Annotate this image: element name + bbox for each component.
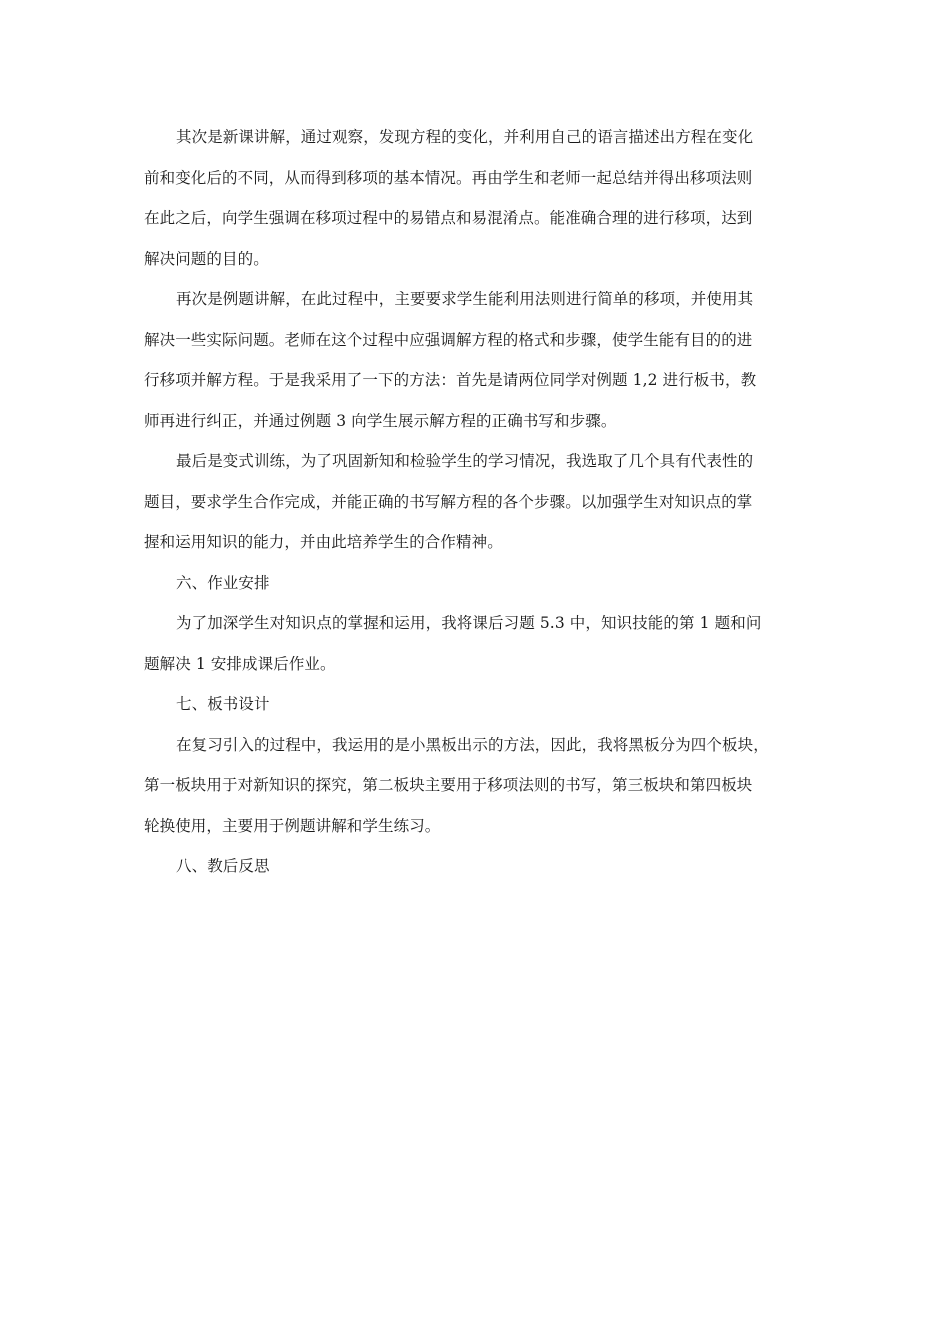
paragraph-line: 第一板块用于对新知识的探究，第二板块主要用于移项法则的书写，第三板块和第四板块 (144, 776, 753, 794)
paragraph-line: 题目，要求学生合作完成，并能正确的书写解方程的各个步骤。以加强学生对知识点的掌 (144, 492, 753, 511)
paragraph-line: 师再进行纠正，并通过例题 3 向学生展示解方程的正确书写和步骤。 (144, 411, 617, 430)
paragraph-line: 最后是变式训练，为了巩固新知和检验学生的学习情况，我选取了几个具有代表性的 (176, 452, 754, 470)
paragraph-line: 解决问题的目的。 (144, 249, 269, 268)
paragraph-line: 轮换使用，主要用于例题讲解和学生练习。 (144, 816, 441, 835)
paragraph-line: 前和变化后的不同，从而得到移项的基本情况。再由学生和老师一起总结并得出移项法则 (144, 168, 753, 187)
section-heading-homework: 六、作业安排 (176, 573, 270, 592)
paragraph-line: 在复习引入的过程中，我运用的是小黑板出示的方法，因此，我将黑板分为四个板块， (176, 735, 769, 754)
paragraph-line: 行移项并解方程。于是我采用了一下的方法：首先是请两位同学对例题 1,2 进行板书，教 (144, 371, 757, 389)
document-body (144, 117, 808, 887)
paragraph-line: 握和运用知识的能力，并由此培养学生的合作精神。 (144, 533, 503, 551)
paragraph-line: 解决一些实际问题。老师在这个过程中应强调解方程的格式和步骤，使学生能有目的的进 (144, 330, 753, 349)
paragraph-line: 其次是新课讲解，通过观察，发现方程的变化，并利用自己的语言描述出方程在变化 (176, 128, 754, 146)
section-heading-reflection: 八、教后反思 (176, 857, 270, 875)
paragraph-line: 为了加深学生对知识点的掌握和运用，我将课后习题 5.3 中，知识技能的第 1 题和问 (176, 614, 762, 632)
paragraph-line: 题解决 1 安排成课后作业。 (144, 654, 336, 673)
paragraph-line: 再次是例题讲解，在此过程中，主要要求学生能利用法则进行简单的移项，并使用其 (176, 290, 754, 308)
paragraph-line: 在此之后，向学生强调在移项过程中的易错点和易混淆点。能准确合理的进行移项，达到 (144, 209, 753, 227)
section-heading-blackboard: 七、板书设计 (176, 695, 270, 713)
